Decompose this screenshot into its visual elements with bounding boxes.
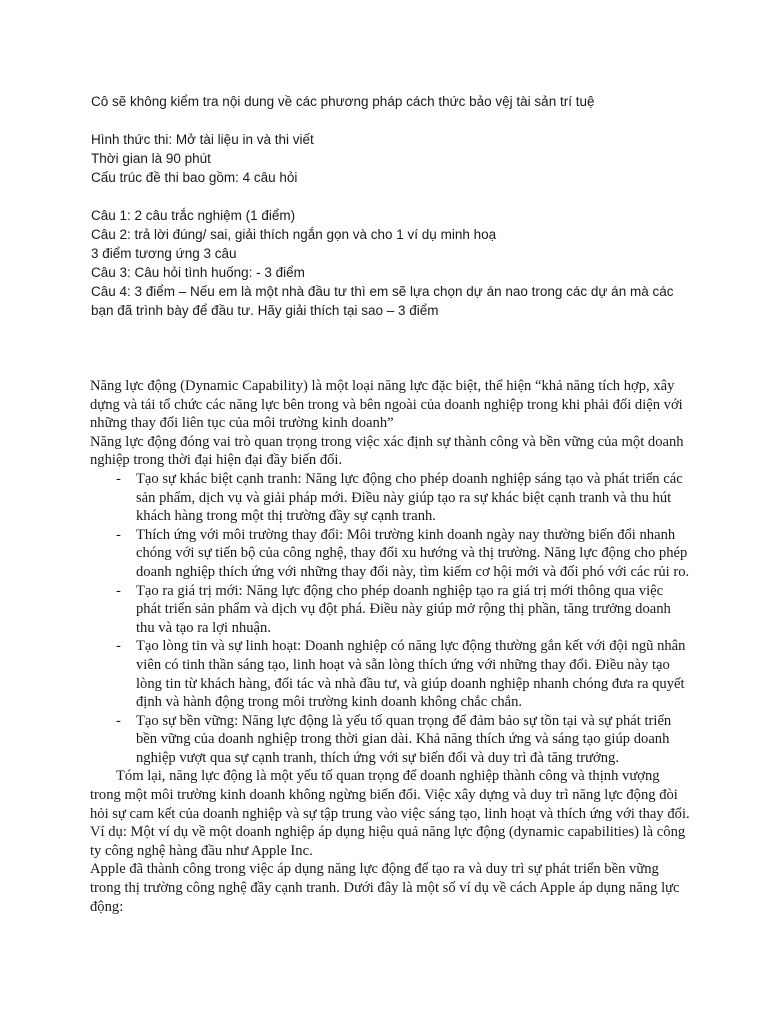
importance-paragraph: Năng lực động đóng vai trò quan trọng trong việc xác định sự thành công và bền vững của một doanh nghiệp trong thời đại hiện đại đầy biến đổi. — [90, 433, 684, 469]
list-item-text: Tạo ra giá trị mới: Năng lực động cho phép doanh nghiệp tạo ra giá trị mới thông qua việc phát triển sản phẩm và dịch vụ đột phá. Điều này giúp mở rộng thị phần, tăng trưởng doanh thu và tạo ra lợi nhuận. — [136, 582, 671, 636]
question-3-line: Câu 3: Câu hỏi tình huống: - 3 điểm — [91, 265, 305, 280]
list-item-text: Tạo lòng tin và sự linh hoạt: Doanh nghiệp có năng lực động thường gắn kết với đội ngũ nhân viên có tinh thần sáng tạo, linh hoạt và sẵn lòng thích ứng với những thay đổi. Điều này tạo lòng tin từ khách hàng, đối tác và nhà đầu tư, và giúp doanh nghiệp nhanh chóng đưa ra quyết định và hành động trong môi trường kinh doanh không chắc chắn. — [136, 638, 686, 711]
dash-bullet: - — [116, 712, 121, 729]
dynamic-capability-text — [90, 377, 690, 916]
list-item — [90, 637, 690, 711]
exam-form-line: Hình thức thi: Mở tài liệu in và thi viết — [91, 132, 314, 147]
summary-paragraph: Tóm lại, năng lực động là một yếu tố quan trọng để doanh nghiệp thành công và thịnh vượng trong một môi trường kinh doanh không ngừng biến đổi. Việc xây dựng và duy trì năng lực động đòi hỏi sự cam kết của doanh nghiệp và sự tập trung vào việc sáng tạo, linh hoạt và thích ứng với thay đổi. — [90, 768, 690, 822]
question-2-line: Câu 2: trả lời đúng/ sai, giải thích ngắn gọn và cho 1 ví dụ minh hoạ — [91, 227, 497, 242]
list-item — [90, 712, 690, 768]
list-item — [90, 470, 690, 526]
dash-bullet: - — [116, 470, 121, 487]
structure-line: Cấu trúc đề thi bao gồm: 4 câu hỏi — [91, 170, 298, 185]
question-2-points-line: 3 điểm tương ứng 3 câu — [91, 246, 237, 261]
benefit-list — [90, 470, 690, 768]
blank-line — [91, 187, 691, 206]
question-1-line: Câu 1: 2 câu trắc nghiệm (1 điểm) — [91, 208, 296, 223]
blank-line — [91, 111, 691, 130]
exam-notes — [91, 92, 691, 320]
apple-paragraph: Apple đã thành công trong việc áp dụng năng lực động để tạo ra và duy trì sự phát triển bền vững trong thị trường công nghệ đầy cạnh tranh. Dưới đây là một số ví dụ về cách Apple áp dụng năng lực động: — [90, 861, 680, 915]
example-paragraph: Ví dụ: Một ví dụ về một doanh nghiệp áp dụng hiệu quả năng lực động (dynamic capabilities) là công ty công nghệ hàng đầu như Apple Inc. — [90, 824, 686, 859]
duration-line: Thời gian là 90 phút — [91, 151, 211, 166]
list-item-text: Tạo sự bền vững: Năng lực động là yếu tố quan trọng để đảm bảo sự tồn tại và sự phát triển bền vững của doanh nghiệp trong thời gian dài. Khả năng thích ứng và sáng tạo giúp doanh nghiệp vượt qua sự cạnh tranh, thích ứng với sự biến đổi và duy trì đà tăng trưởng. — [136, 712, 672, 766]
dash-bullet: - — [116, 638, 121, 655]
definition-paragraph: Năng lực động (Dynamic Capability) là một loại năng lực đặc biệt, thể hiện “khả năng tích hợp, xây dựng và tái tổ chức các năng lực bên trong và bên ngoài của doanh nghiệp trong khi phải đối diện với những thay đổi liên tục của môi trường kinh doanh” — [90, 378, 683, 432]
list-item — [90, 582, 690, 638]
list-item-text: Tạo sự khác biệt cạnh tranh: Năng lực động cho phép doanh nghiệp sáng tạo và phát triển các sản phẩm, dịch vụ và giải pháp mới. Điều này giúp tạo ra sự khác biệt cạnh tranh và thu hút khách hàng trong một thị trường đầy sự cạnh tranh. — [136, 470, 683, 525]
list-item — [90, 526, 690, 582]
dash-bullet: - — [116, 526, 121, 543]
note-line: Cô sẽ không kiểm tra nội dung về các phương pháp cách thức bảo vệj tài sản trí tuệ — [91, 94, 595, 109]
list-item-text: Thích ứng với môi trường thay đổi: Môi trường kinh doanh ngày nay thường biến đổi nhanh chóng với sự tiến bộ của công nghệ, thay đổi xu hướng và thị trường. Năng lực động cho phép doanh nghiệp thích ứng với những thay đổi này, tìm kiếm cơ hội mới và đối phó với các rủi ro. — [136, 526, 690, 580]
question-4-line: Câu 4: 3 điểm – Nếu em là một nhà đầu tư thì em sẽ lựa chọn dự án nao trong các dự án mà các bạn đã trình bày để đầu tư. Hãy giải thích tại sao – 3 điểm — [91, 284, 674, 318]
dash-bullet: - — [116, 582, 121, 599]
